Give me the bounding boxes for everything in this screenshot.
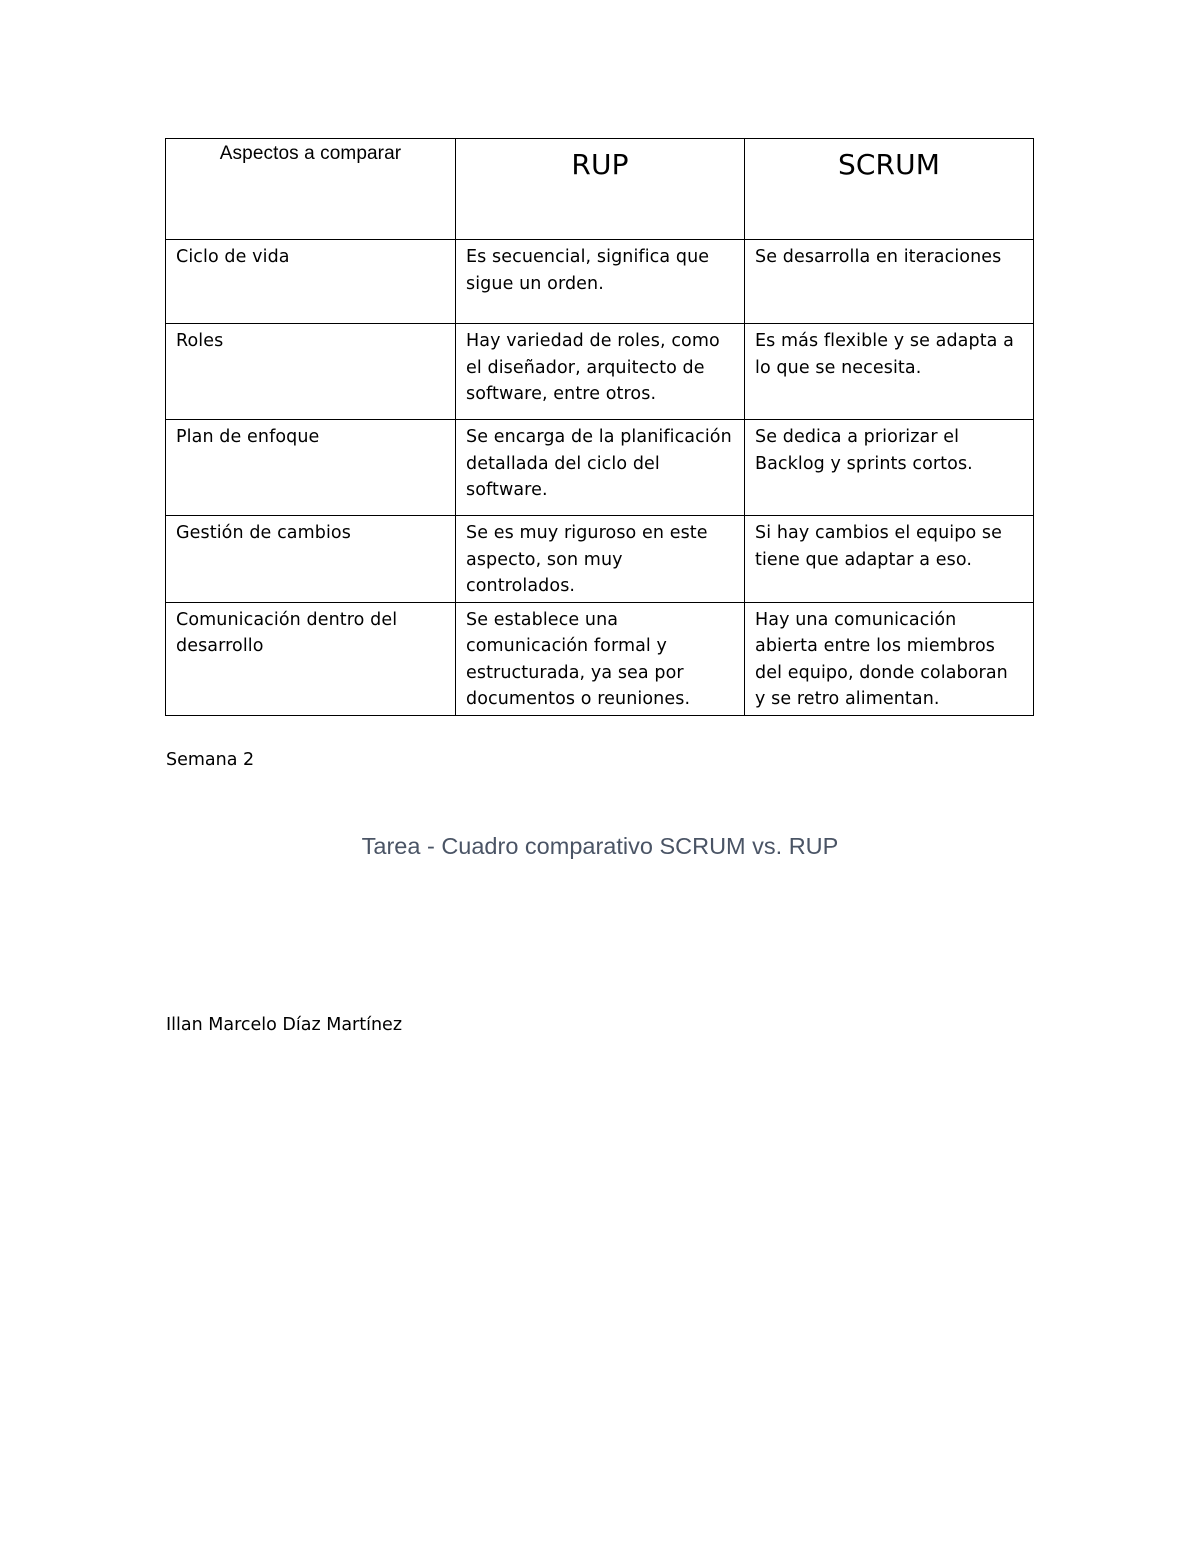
aspect-cell: Ciclo de vida xyxy=(166,240,456,324)
comparison-table xyxy=(165,138,1034,716)
scrum-cell: Se desarrolla en iteraciones xyxy=(745,240,1034,324)
table-row xyxy=(166,602,1034,715)
table-row xyxy=(166,516,1034,603)
scrum-cell: Se dedica a priorizar el Backlog y sprints cortos. xyxy=(745,420,1034,516)
week-label: Semana 2 xyxy=(166,750,255,770)
document-title: Tarea - Cuadro comparativo SCRUM vs. RUP xyxy=(361,833,839,859)
author-name: Illan Marcelo Díaz Martínez xyxy=(166,1015,403,1035)
table-row xyxy=(166,324,1034,420)
header-scrum-cell: SCRUM xyxy=(745,139,1034,240)
table-row xyxy=(166,240,1034,324)
table-header-row xyxy=(166,139,1034,240)
rup-cell: Se es muy riguroso en este aspecto, son muy controlados. xyxy=(456,516,745,603)
rup-cell: Hay variedad de roles, como el diseñador, arquitecto de software, entre otros. xyxy=(456,324,745,420)
aspect-cell: Plan de enfoque xyxy=(166,420,456,516)
rup-cell: Es secuencial, significa que sigue un orden. xyxy=(456,240,745,324)
aspect-cell: Gestión de cambios xyxy=(166,516,456,603)
header-rup-cell: RUP xyxy=(456,139,745,240)
scrum-cell: Es más flexible y se adapta a lo que se necesita. xyxy=(745,324,1034,420)
header-aspect-cell: Aspectos a comparar xyxy=(166,139,456,240)
aspect-cell: Roles xyxy=(166,324,456,420)
scrum-cell: Si hay cambios el equipo se tiene que adaptar a eso. xyxy=(745,516,1034,603)
rup-cell: Se establece una comunicación formal y estructurada, ya sea por documentos o reuniones. xyxy=(456,602,745,715)
aspect-cell: Comunicación dentro del desarrollo xyxy=(166,602,456,715)
rup-cell: Se encarga de la planificación detallada del ciclo del software. xyxy=(456,420,745,516)
table-row xyxy=(166,420,1034,516)
scrum-cell: Hay una comunicación abierta entre los miembros del equipo, donde colaboran y se retro alimentan. xyxy=(745,602,1034,715)
